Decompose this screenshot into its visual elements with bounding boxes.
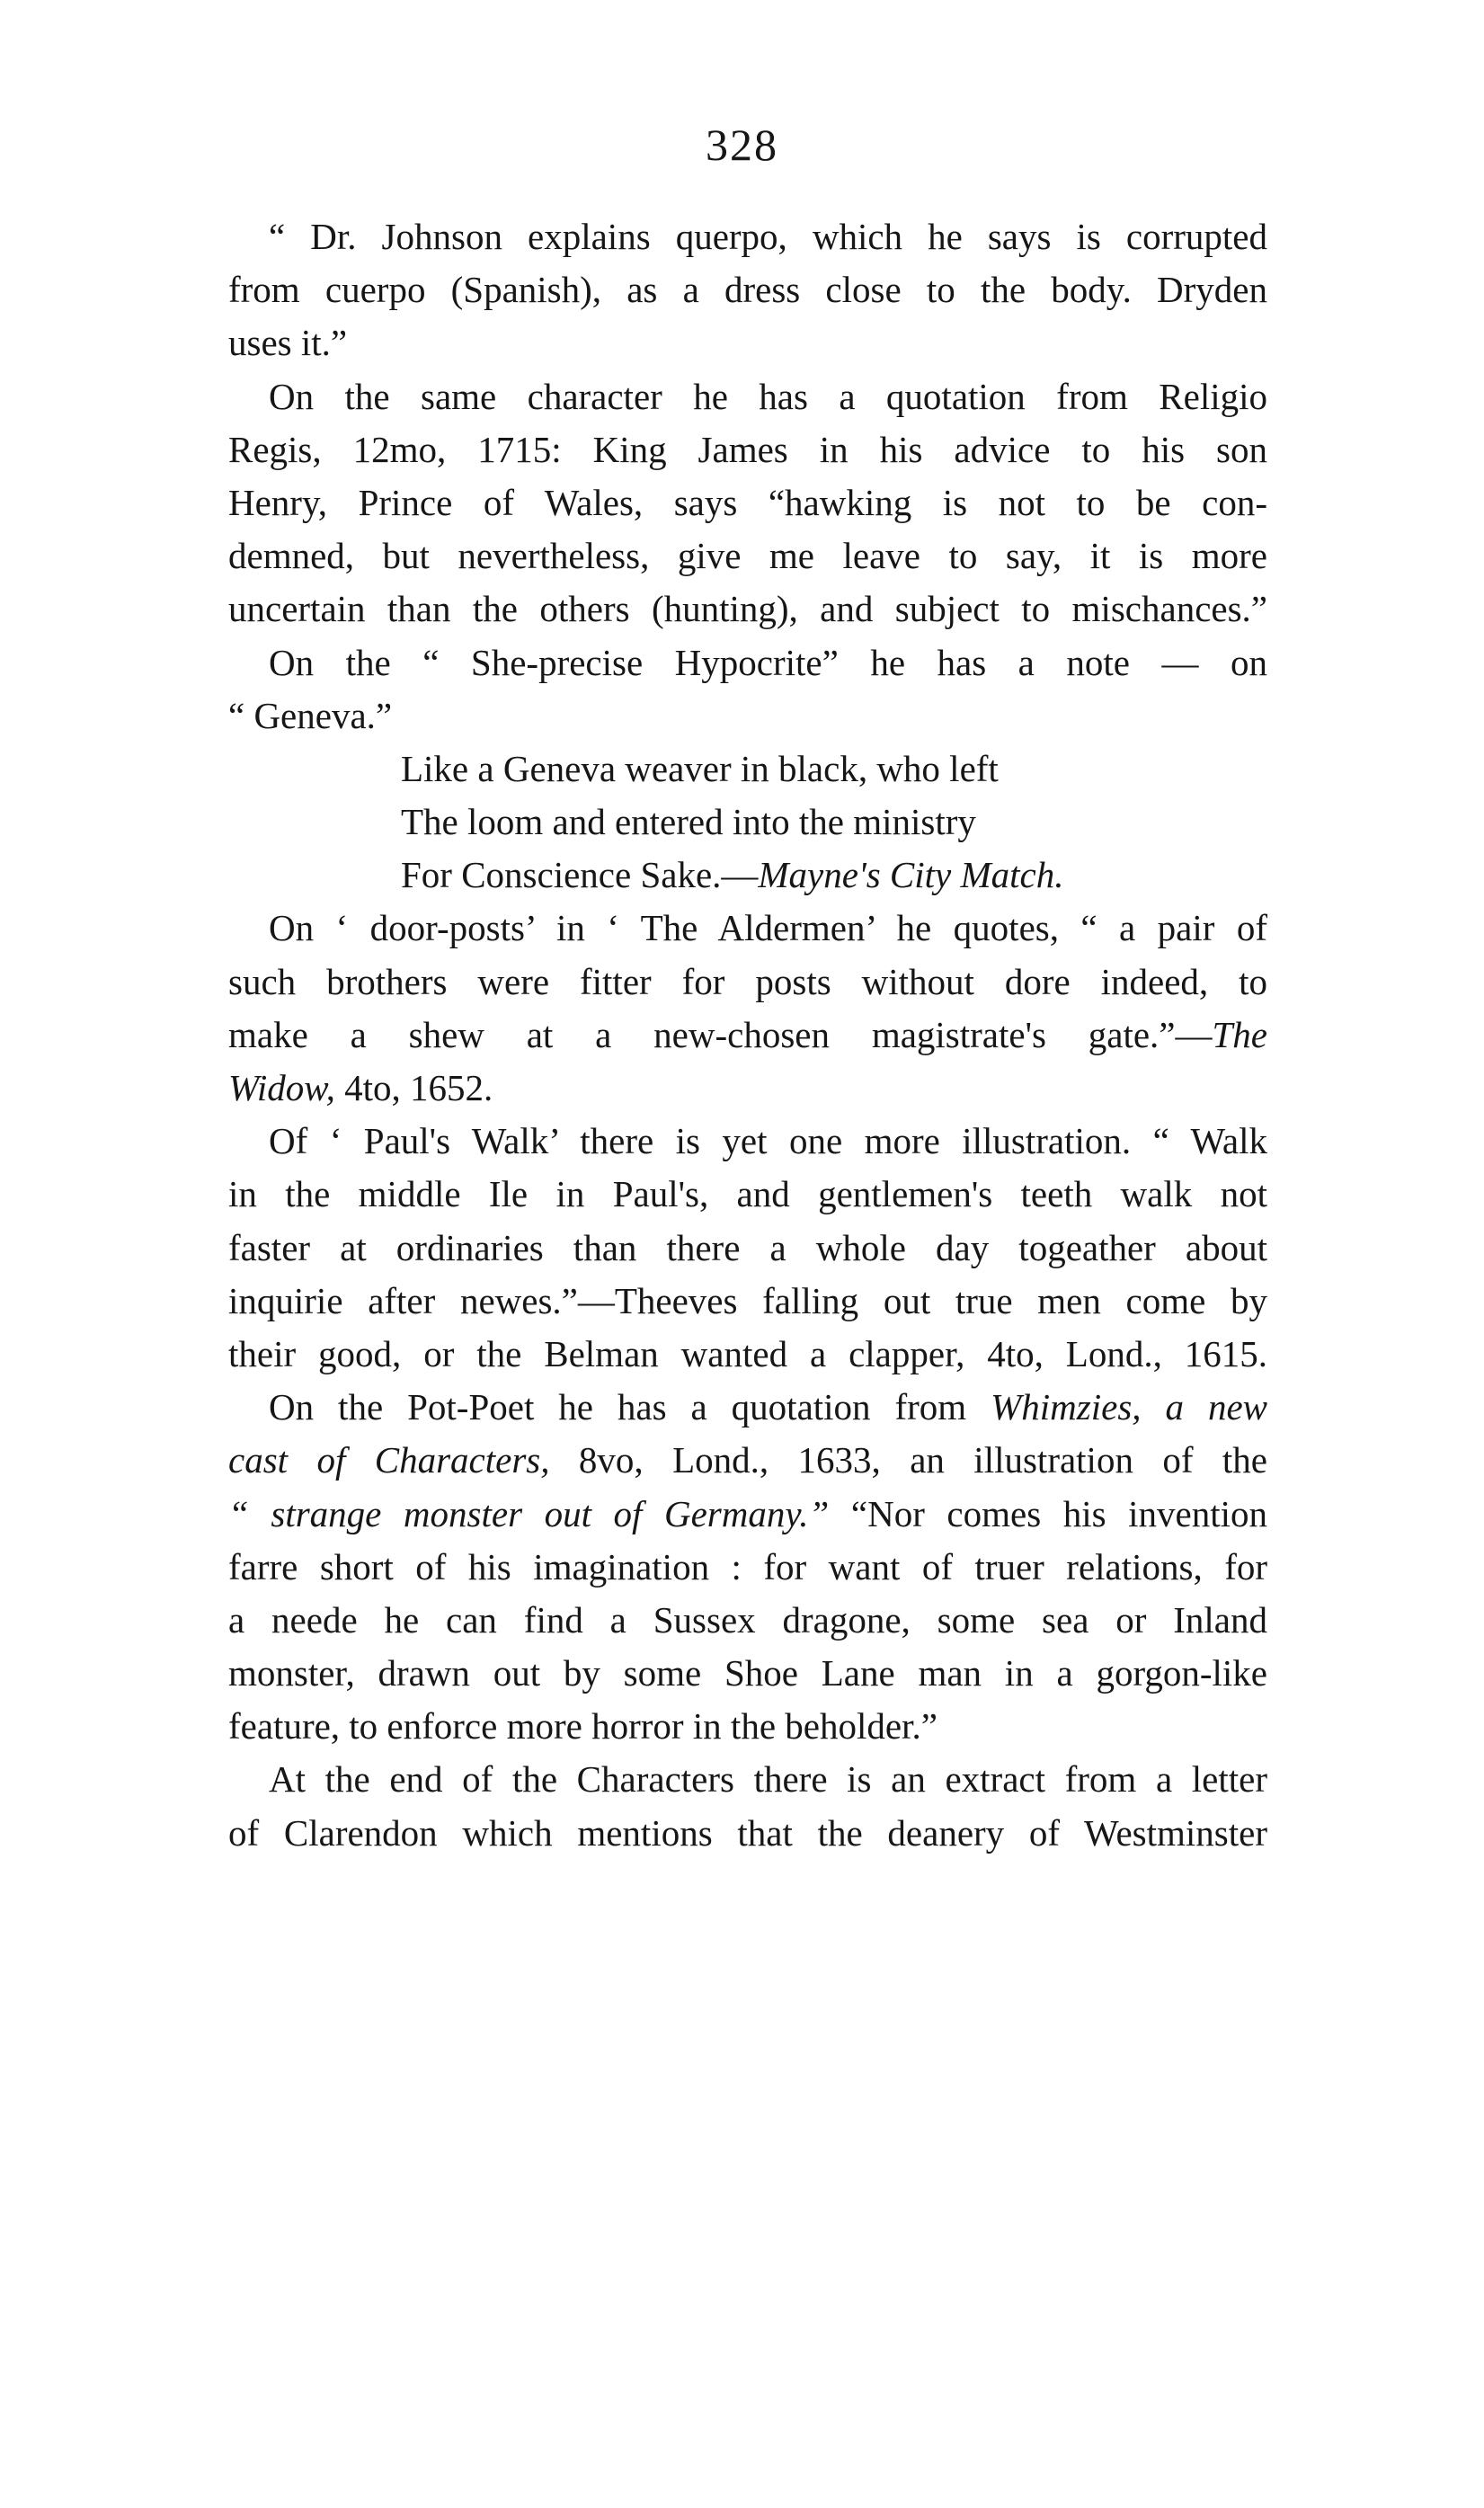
line-text: On ‘ door-posts’ in ‘ The Aldermen’ he quotes, “ a pair of	[269, 907, 1267, 949]
text-line	[228, 1115, 1267, 1168]
line-text: 8vo, Lond., 1633, an illustration of the	[549, 1439, 1268, 1481]
line-text: On the “ She-precise Hypocrite” he has a note — on	[269, 641, 1267, 683]
text-line	[228, 1275, 1267, 1328]
text-line	[228, 1434, 1267, 1487]
line-text: Regis, 12mo, 1715: King James in his advice to his son	[228, 428, 1267, 470]
text-line	[228, 1753, 1267, 1806]
italic-text: cast of Characters,	[228, 1439, 550, 1481]
line-text: uncertain than the others (hunting), and subject to mischances.”	[228, 588, 1267, 630]
text-line	[228, 423, 1267, 476]
text-line	[228, 1488, 1267, 1541]
text-line	[228, 1700, 1267, 1753]
italic-text: Widow,	[228, 1067, 335, 1108]
line-text: demned, but nevertheless, give me leave to say, it is more	[228, 535, 1267, 577]
line-text: of Clarendon which mentions that the deanery of Westminster	[228, 1811, 1267, 1854]
text-line	[228, 689, 1267, 743]
text-line	[228, 956, 1267, 1009]
line-text: At the end of the Characters there is an extract from a letter	[269, 1758, 1267, 1801]
line-text: “ Geneva.”	[228, 694, 393, 736]
verse-line	[228, 796, 1267, 849]
line-text: monster, drawn out by some Shoe Lane man in a gorgon-like	[228, 1652, 1267, 1694]
line-text: On the same character he has a quotation from Religio	[269, 375, 1267, 417]
text-line	[228, 1647, 1267, 1700]
line-text: Like a Geneva weaver in black, who left	[401, 747, 999, 789]
italic-text: Mayne's City Match.	[758, 854, 1064, 896]
text-line	[228, 1062, 1267, 1115]
line-text: Henry, Prince of Wales, says “hawking is not to be con-	[228, 481, 1267, 523]
page-number: 328	[706, 120, 778, 170]
line-text: 4to, 1652.	[334, 1067, 493, 1108]
line-text: in the middle Ile in Paul's, and gentlemen's teeth walk not	[228, 1173, 1267, 1215]
line-text: inquirie after newes.”—Theeves falling out true men come by	[228, 1279, 1267, 1321]
verse-line	[228, 743, 1267, 796]
body-text	[228, 210, 1267, 1860]
line-text: On the Pot-Poet he has a quotation from	[269, 1386, 991, 1428]
line-text: their good, or the Belman wanted a clapper, 4to, Lond., 1615.	[228, 1332, 1267, 1374]
line-text: a neede he can find a Sussex dragone, some sea or Inland	[228, 1598, 1267, 1641]
text-line	[228, 316, 1267, 369]
text-line	[228, 370, 1267, 423]
italic-text: Whimzies, a new	[991, 1386, 1267, 1428]
line-text: The loom and entered into the ministry	[401, 801, 976, 843]
text-line	[228, 1328, 1267, 1381]
text-line	[228, 636, 1267, 689]
verse-line	[228, 849, 1267, 902]
line-text: For Conscience Sake.—	[401, 854, 759, 896]
line-text: faster at ordinaries than there a whole day togeather about	[228, 1226, 1267, 1268]
line-text: “Nor comes his invention	[829, 1492, 1267, 1534]
line-text: uses it.”	[228, 322, 348, 364]
text-line	[228, 583, 1267, 636]
line-text: farre short of his imagination : for want of truer relations, for	[228, 1545, 1267, 1588]
text-line	[228, 1541, 1267, 1594]
line-text: such brothers were fitter for posts without dore indeed, to	[228, 960, 1267, 1002]
text-line	[228, 1009, 1267, 1062]
text-line	[228, 902, 1267, 955]
line-text: from cuerpo (Spanish), as a dress close to the body. Dryden	[228, 269, 1267, 311]
text-line	[228, 1168, 1267, 1221]
text-line	[228, 210, 1267, 263]
text-line	[228, 263, 1267, 316]
line-text: “ Dr. Johnson explains querpo, which he says is corrupted	[269, 216, 1267, 257]
text-line	[228, 529, 1267, 583]
line-text: make a shew at a new-chosen magistrate's gate.”—	[228, 1013, 1213, 1055]
italic-text: “ strange monster out of Germany.”	[228, 1492, 830, 1534]
text-line	[228, 1222, 1267, 1275]
text-line	[228, 476, 1267, 529]
text-line	[228, 1594, 1267, 1647]
text-line	[228, 1807, 1267, 1860]
italic-text: The	[1212, 1013, 1267, 1055]
line-text: Of ‘ Paul's Walk’ there is yet one more illustration. “ Walk	[269, 1120, 1267, 1162]
text-line	[228, 1381, 1267, 1434]
line-text: feature, to enforce more horror in the beholder.”	[228, 1705, 937, 1748]
